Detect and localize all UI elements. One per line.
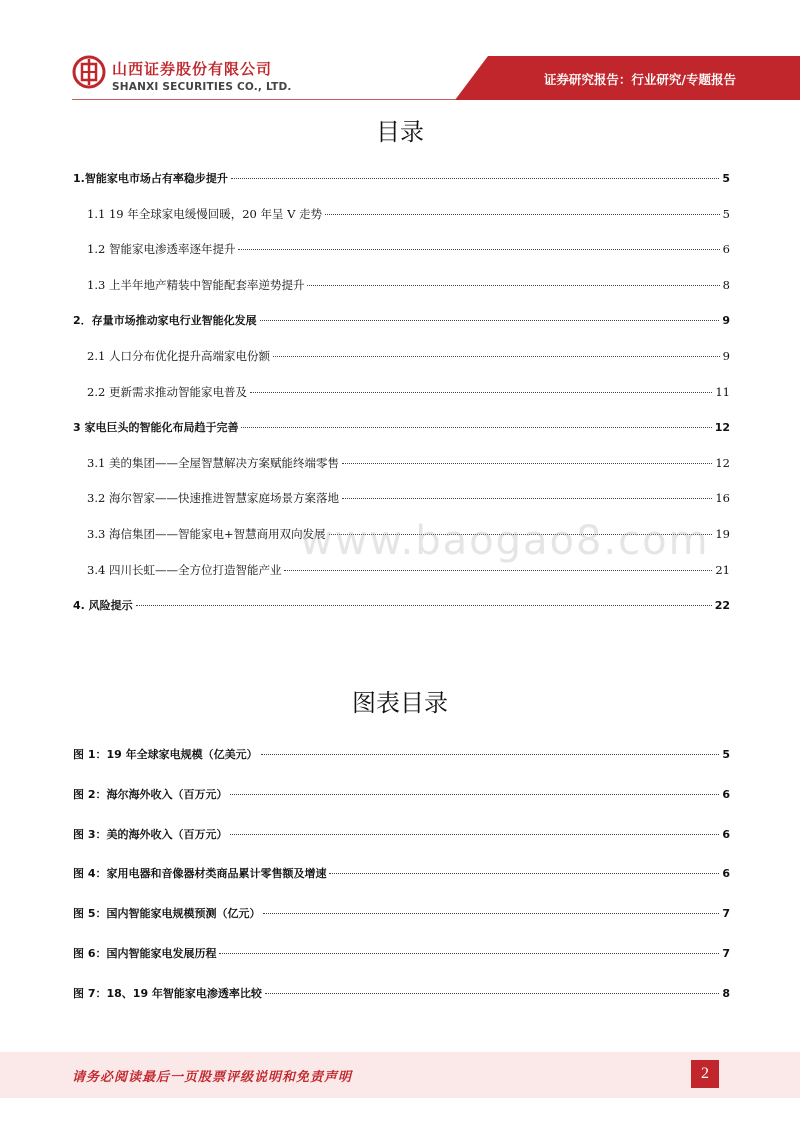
entry-label: 3.1 美的集团——全屋智慧解决方案赋能终端零售 [87, 455, 339, 470]
entry-page-number: 22 [714, 599, 730, 613]
entry-page-number: 8 [722, 986, 730, 1000]
dot-leader [231, 178, 720, 179]
dot-leader [260, 320, 720, 321]
entry-page-number: 5 [722, 748, 730, 761]
entry-page-number: 6 [722, 787, 730, 801]
entry-label: 4. 风险提示 [73, 599, 133, 613]
company-name-en: SHANXI SECURITIES CO., LTD. [112, 81, 292, 93]
entry-label: 图 7：18、19 年智能家电渗透率比较 [73, 986, 262, 1000]
dot-leader [263, 913, 719, 914]
entry-label: 图 5：国内智能家电规模预测（亿元） [73, 907, 261, 921]
company-name [112, 58, 292, 93]
dot-leader [284, 570, 712, 571]
toc-entry[interactable] [73, 419, 730, 455]
toc-entry[interactable] [73, 277, 730, 313]
dot-leader [136, 605, 712, 606]
dot-leader [329, 873, 719, 874]
entry-page-number: 9 [722, 348, 730, 363]
figures-title: 图表目录 [352, 689, 448, 717]
entry-page-number: 5 [722, 206, 730, 221]
entry-label: 图 2：海尔海外收入（百万元） [73, 787, 228, 801]
entry-label: 3.3 海信集团——智能家电+智慧商用双向发展 [87, 526, 326, 541]
entry-page-number: 8 [722, 277, 730, 292]
figures-list [73, 746, 730, 1025]
dot-leader [307, 285, 719, 286]
dot-leader [250, 392, 712, 393]
dot-leader [241, 427, 711, 428]
entry-page-number: 7 [722, 907, 730, 921]
page-header [0, 0, 800, 100]
toc-entry[interactable] [73, 241, 730, 277]
entry-label: 1.智能家电市场占有率稳步提升 [73, 172, 228, 185]
figure-entry[interactable] [73, 865, 730, 905]
figure-entry[interactable] [73, 786, 730, 826]
toc-entry[interactable] [73, 562, 730, 598]
dot-leader [230, 834, 719, 835]
entry-label: 1.2 智能家电渗透率逐年提升 [87, 242, 236, 257]
figure-entry[interactable] [73, 905, 730, 945]
page-number: 2 [691, 1060, 719, 1088]
entry-label: 图 6：国内智能家电发展历程 [73, 946, 217, 960]
figure-entry[interactable] [73, 746, 730, 786]
dot-leader [238, 249, 719, 250]
entry-page-number: 11 [715, 384, 730, 399]
disclaimer-text: 请务必阅读最后一页股票评级说明和免责声明 [72, 1070, 353, 1085]
entry-page-number: 6 [722, 242, 730, 257]
dot-leader [265, 993, 719, 994]
company-logo-icon [72, 55, 106, 89]
toc-entry[interactable] [73, 455, 730, 491]
dot-leader [342, 463, 712, 464]
entry-page-number: 7 [722, 946, 730, 960]
dot-leader [325, 214, 720, 215]
entry-label: 图 3：美的海外收入（百万元） [73, 827, 228, 841]
dot-leader [261, 754, 720, 755]
entry-label: 2.2 更新需求推动智能家电普及 [87, 384, 247, 399]
toc-entry[interactable] [73, 312, 730, 348]
entry-label: 2．存量市场推动家电行业智能化发展 [73, 314, 257, 328]
page-footer [0, 1052, 800, 1098]
figure-entry[interactable] [73, 826, 730, 866]
entry-page-number: 19 [715, 526, 730, 541]
entry-page-number: 9 [722, 314, 730, 328]
entry-page-number: 12 [714, 421, 730, 435]
toc-entry[interactable] [73, 206, 730, 242]
dot-leader [230, 794, 719, 795]
dot-leader [273, 356, 720, 357]
entry-page-number: 16 [715, 491, 730, 506]
toc-entry[interactable] [73, 348, 730, 384]
entry-label: 3.2 海尔智家——快速推进智慧家庭场景方案落地 [87, 491, 339, 506]
entry-label: 图 1：19 年全球家电规模（亿美元） [73, 748, 258, 761]
entry-page-number: 5 [722, 172, 730, 185]
toc-entry[interactable] [73, 384, 730, 420]
entry-label: 2.1 人口分布优化提升高端家电份额 [87, 348, 270, 363]
entry-page-number: 12 [715, 455, 730, 470]
entry-page-number: 6 [722, 827, 730, 841]
dot-leader [219, 953, 719, 954]
entry-page-number: 6 [722, 867, 730, 881]
watermark: www.baogao8.com [300, 518, 710, 564]
entry-label: 图 4：家用电器和音像器材类商品累计零售额及增速 [73, 867, 327, 881]
dot-leader [342, 498, 712, 499]
toc-entry[interactable] [73, 597, 730, 633]
entry-label: 1.1 19 年全球家电缓慢回暖，20 年呈 V 走势 [87, 206, 323, 221]
figure-entry[interactable] [73, 985, 730, 1025]
toc-title: 目录 [376, 118, 424, 146]
company-name-cn: 山西证券股份有限公司 [112, 60, 273, 78]
toc-entry[interactable] [73, 170, 730, 206]
figure-entry[interactable] [73, 945, 730, 985]
entry-label: 3.4 四川长虹——全方位打造智能产业 [87, 562, 282, 577]
entry-label: 1.3 上半年地产精装中智能配套率逆势提升 [87, 277, 305, 292]
report-type-label: 证券研究报告：行业研究/专题报告 [543, 72, 736, 87]
entry-label: 3 家电巨头的智能化布局趋于完善 [73, 421, 239, 435]
entry-page-number: 21 [715, 562, 730, 577]
